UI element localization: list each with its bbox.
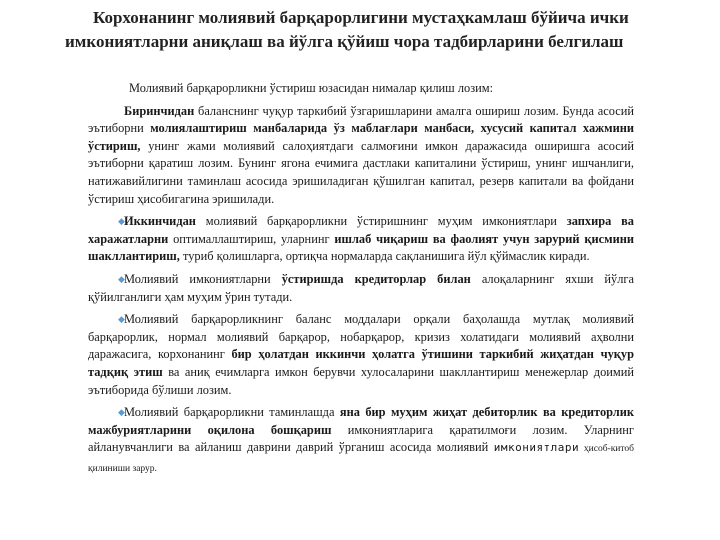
- body-text: [88, 80, 634, 478]
- title-line-1: Корхонанинг молиявий барқарорлигини мустаҳкамлаш бўйича ички: [93, 8, 629, 27]
- paragraph-5: [88, 404, 634, 478]
- paragraph-3: [88, 271, 634, 306]
- p4-bold-1: бир ҳолатдан иккинчи ҳолатга ўтишини таркибий жиҳатдан чуқур тадқиқ этиш: [88, 347, 634, 379]
- p5-text-3: имкониятлари: [493, 441, 580, 455]
- p3-bold-1: ўстиришда кредиторлар билан: [281, 271, 471, 286]
- intro-text: Молиявий барқарорликни ўстириш юзасидан нималар қилиш лозим:: [129, 81, 494, 95]
- p2-text-3: туриб қолишларга, ортиқча нормаларда сақланишига йўл қўймаслик киради.: [179, 249, 590, 264]
- p4-text-2: ва аниқ ечимларга имкон берувчи хулосаларини шакллантириш менежерлар доимий эътиборида бўлиши лозим.: [88, 364, 634, 397]
- p2-bold-2: запхира ва харажатларни: [88, 214, 634, 246]
- bullet-icon: ◆: [118, 216, 125, 227]
- p5-text-2: имкониятларига қаратилмоғи лозим. Уларнинг айланувчанлиги ва айланиш даврини даврий ўрганиш асосида молиявий: [88, 422, 634, 455]
- bullet-icon: ◆: [118, 314, 125, 325]
- bullet-icon: ◆: [118, 273, 125, 284]
- p3-text-1: Молиявий имкониятларни: [124, 271, 282, 286]
- bullet-icon: ◆: [118, 407, 125, 418]
- intro-paragraph: [88, 80, 634, 98]
- p2-text-1: молиявий барқарорликни ўстиришнинг муҳим имкониятлари: [195, 214, 567, 229]
- p5-text-1: Молиявий барқарорликни таминлашда: [124, 405, 340, 420]
- p4-text-1: Молиявий барқарорликнинг баланс моддалари орқали баҳолашда мутлақ молиявий барқарорлик, нормал молиявий барқарор, нобарқарор, кризиз холатидаги молиявий аҳволни даражасига, корхонанинг: [88, 312, 634, 362]
- p3-text-2: алоқаларнинг яхши йўлга қўйилганлиги ҳам муҳим ўрин тутади.: [88, 271, 635, 304]
- p2-text-2: оптималлаштириш, уларнинг: [168, 231, 335, 246]
- p1-bold-2: молиялаштириш манбаларида ўз маблағлари манбаси, хусусий капитал хажмини ўстириш,: [88, 121, 635, 153]
- p1-text-1: баланснинг чуқур таркибий ўзгаришларини амалга ошириш лозим. Бунда асосий эътиборни: [88, 103, 634, 136]
- p1-bold-1: Биринчидан: [124, 103, 195, 118]
- p5-bold-1: яна бир муҳим жиҳат дебиторлик ва кредиторлик мажбуриятларини оқилона бошқариш: [88, 405, 634, 437]
- paragraph-1: [88, 103, 634, 209]
- p1-text-2: унинг жами молиявий салоҳиятдаги салмоғини имкон даражасида оширишга асосий эътиборни қаратиш лозим. Бунинг ягона ечимига дастлаки капиталини ўстириш, унинг ишчанлиги, натижавийлигини таминлаш асосида эришиладиган қўшилган капитал, резерв капитали ва фойдани ўстириш ҳисобигагина эришилади.: [88, 138, 634, 206]
- paragraph-2: [88, 213, 634, 266]
- page-title: [0, 6, 720, 54]
- title-line-2: имкониятларни аниқлаш ва йўлга қўйиш чора тадбирларини белгилаш: [65, 32, 624, 51]
- paragraph-4: [88, 311, 634, 399]
- p5-text-4: ҳисоб-китоб қилиниши зарур.: [88, 444, 634, 474]
- p2-bold-3: ишлаб чиқариш ва фаолият учун зарурий қисмини шакллантириш,: [88, 231, 635, 264]
- p2-bold-1: Иккинчидан: [124, 214, 196, 229]
